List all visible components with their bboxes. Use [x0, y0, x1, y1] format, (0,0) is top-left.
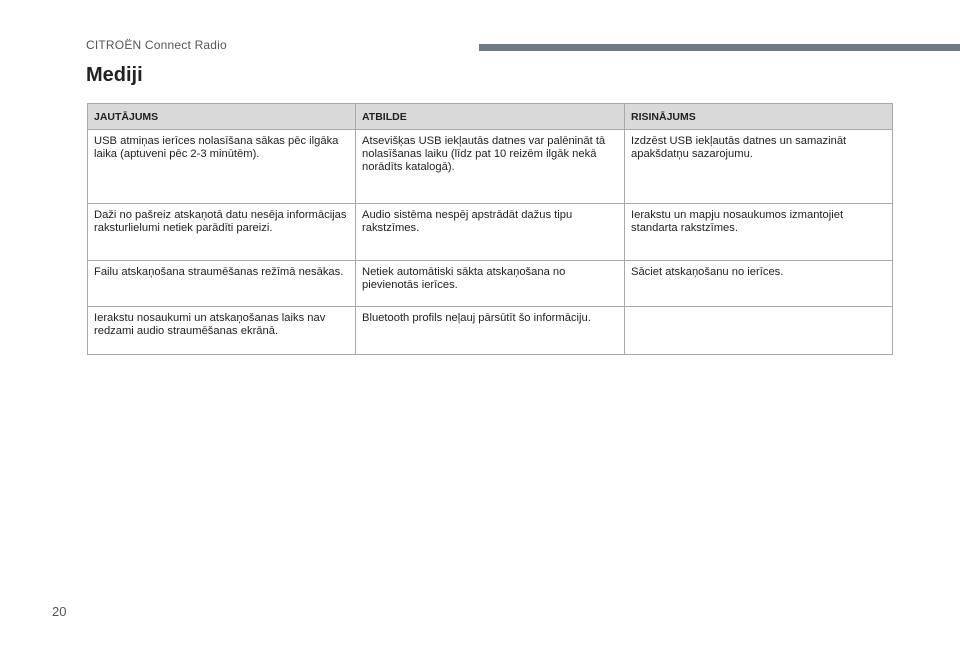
solution-cell: Izdzēst USB iekļautās datnes un samazināt apakšdatņu sazarojumu.: [625, 130, 893, 204]
troubleshooting-table: [87, 103, 893, 355]
solution-cell: Sāciet atskaņošanu no ierīces.: [625, 261, 893, 307]
section-title: Mediji: [86, 64, 143, 86]
question-cell: USB atmiņas ierīces nolasīšana sākas pēc ilgāka laika (aptuveni pēc 2-3 minūtēm).: [88, 130, 356, 204]
answer-cell: Bluetooth profils neļauj pārsūtīt šo informāciju.: [356, 307, 625, 355]
question-cell: Ierakstu nosaukumi un atskaņošanas laiks nav redzami audio straumēšanas ekrānā.: [88, 307, 356, 355]
solution-cell: Ierakstu un mapju nosaukumos izmantojiet standarta rakstzīmes.: [625, 204, 893, 261]
page-number: 20: [52, 604, 67, 619]
table-row: [88, 130, 893, 204]
answer-cell: Atsevišķas USB iekļautās datnes var palēnināt tā nolasīšanas laiku (līdz pat 10 reizēm ilgāk nekā norādīts katalogā).: [356, 130, 625, 204]
header-divider-bar: [479, 44, 960, 51]
question-cell: Daži no pašreiz atskaņotā datu nesēja informācijas raksturlielumi netiek parādīti pareizi.: [88, 204, 356, 261]
table-row: [88, 261, 893, 307]
column-header-solution: RISINĀJUMS: [625, 104, 893, 130]
column-header-question: JAUTĀJUMS: [88, 104, 356, 130]
answer-cell: Audio sistēma nespēj apstrādāt dažus tipu rakstzīmes.: [356, 204, 625, 261]
answer-cell: Netiek automātiski sākta atskaņošana no pievienotās ierīces.: [356, 261, 625, 307]
table-row: [88, 307, 893, 355]
table-row: [88, 204, 893, 261]
question-cell: Failu atskaņošana straumēšanas režīmā nesākas.: [88, 261, 356, 307]
table-header-row: [88, 104, 893, 130]
column-header-answer: ATBILDE: [356, 104, 625, 130]
document-header-label: CITROËN Connect Radio: [86, 38, 227, 52]
solution-cell: [625, 307, 893, 355]
